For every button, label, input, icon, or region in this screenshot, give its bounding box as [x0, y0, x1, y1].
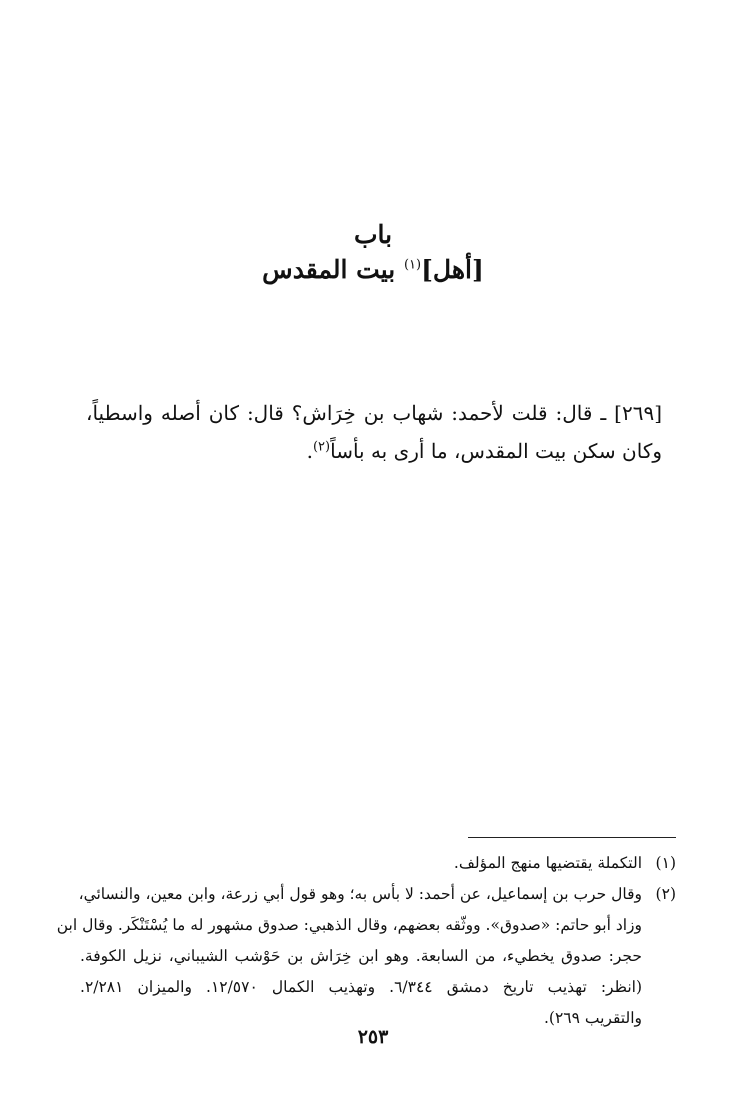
chapter-title-rest: بيت المقدس — [262, 255, 404, 284]
footnote-number: (٢) — [655, 885, 676, 903]
footnote-text: التكملة يقتضيها منهج المؤلف. — [453, 854, 642, 872]
narration-line-text: وكان سكن بيت المقدس، ما أرى به بأساً — [330, 439, 662, 463]
narration-text — [86, 394, 662, 470]
footnotes — [56, 848, 676, 1034]
chapter-title-bracketed: [أهل] — [421, 255, 484, 284]
footnote-1 — [80, 848, 676, 879]
footnote-text: (انظر: تهذيب تاريخ دمشق ٦/٣٤٤. وتهذيب الكمال ١٢/٥٧٠. والميزان ٢/٢٨١. — [80, 978, 642, 996]
narration-line: [٢٦٩] ـ قال: قلت لأحمد: شهاب بن خِرَاش؟ قال: كان أصله واسطياً، — [86, 401, 662, 425]
narration-line — [86, 432, 662, 470]
footnote-text: وقال حرب بن إسماعيل، عن أحمد: لا بأس به؛ وهو قول أبي زرعة، وابن معين، والنسائي، — [78, 885, 642, 903]
chapter-label: باب — [353, 220, 393, 249]
footnote-text: وزاد أبو حاتم: «صدوق». ووثّقه بعضهم، وقال الذهبي: صدوق مشهور له ما يُسْتَنْكَر. وقال ابن — [56, 916, 642, 934]
footnote-text: حجر: صدوق يخطيء، من السابعة. وهو ابن خِرَاش بن حَوْشب الشيباني، نزيل الكوفة. — [80, 947, 642, 965]
footnote-text: والتقريب ٢٦٩). — [543, 1009, 642, 1027]
footnote-number: (١) — [655, 854, 676, 872]
narration-note-ref: (٢) — [312, 439, 331, 455]
chapter-heading — [0, 218, 746, 288]
chapter-title-note-ref: (١) — [403, 257, 422, 273]
footnote-separator — [468, 837, 676, 838]
page-number: ٢٥٣ — [357, 1026, 389, 1048]
narration-end-mark: . — [306, 439, 313, 463]
footnote-2 — [80, 879, 676, 910]
chapter-title — [0, 252, 746, 288]
